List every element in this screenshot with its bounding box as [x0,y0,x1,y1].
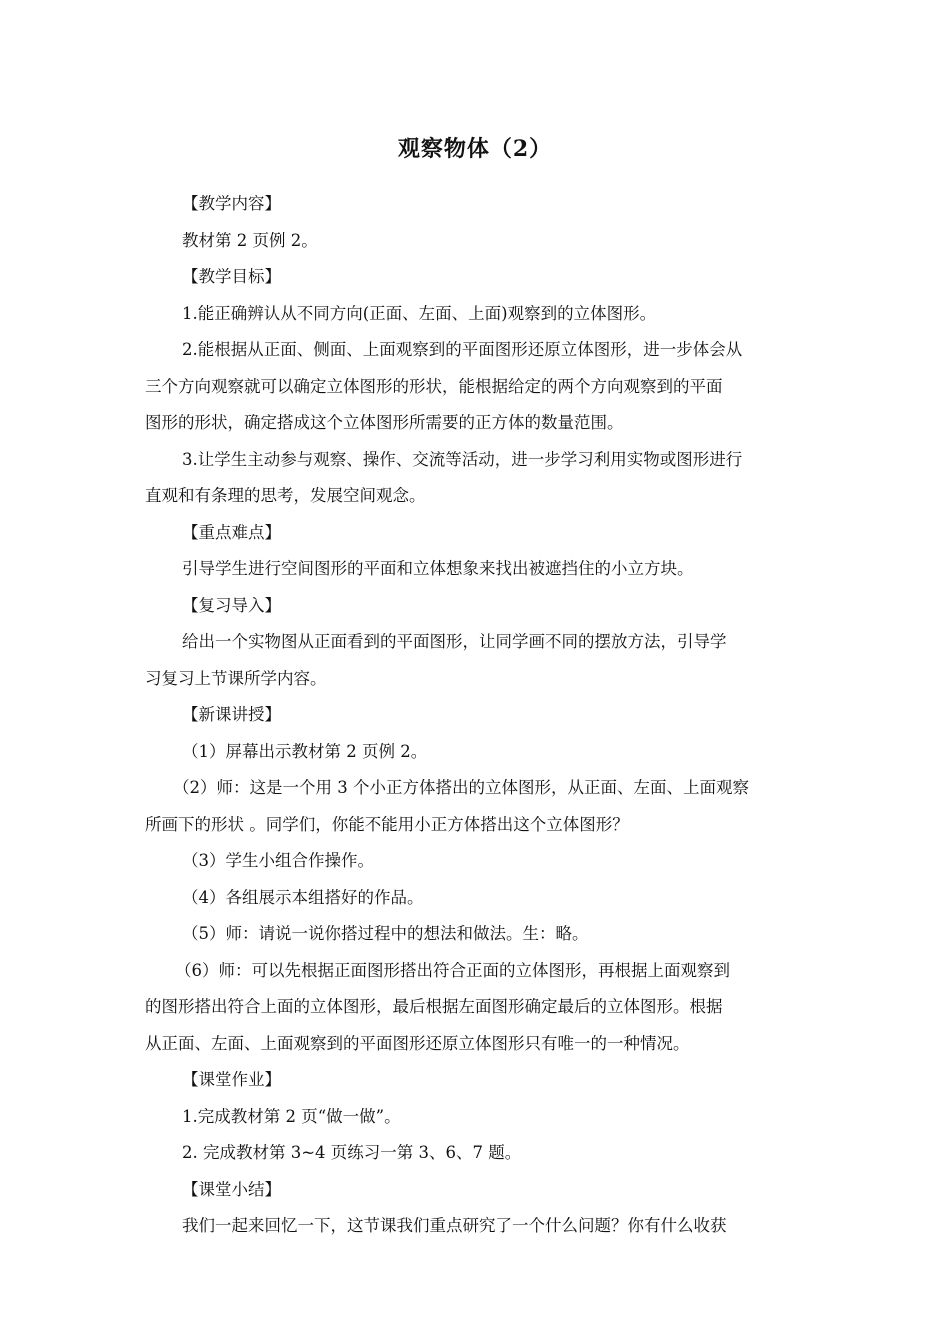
section-heading-key-points: 【重点难点】 [182,522,281,542]
step-2-line-2: 所画下的形状 。同学们，你能不能用小正方体搭出这个立体图形？ [145,814,629,834]
goal-3-line-1: 3.让学生主动参与观察、操作、交流等活动，进一步学习利用实物或图形进行 [182,449,743,469]
goal-2-line-2: 三个方向观察就可以确定立体图形的形状，能根据给定的两个方向观察到的平面 [145,376,723,396]
homework-2: 2. 完成教材第 3~4 页练习一第 3、6、7 题。 [182,1143,522,1162]
step-6-line-1: （6）师：可以先根据正面图形搭出符合正面的立体图形，再根据上面观察到 [175,960,730,980]
step-3: （3）学生小组合作操作。 [182,851,374,870]
content-text: 教材第 2 页例 2。 [182,230,318,250]
goal-2-line-1: 2.能根据从正面、侧面、上面观察到的平面图形还原立体图形，进一步体会从 [182,340,743,359]
summary-line-1: 我们一起来回忆一下，这节课我们重点研究了一个什么问题？你有什么收获 [182,1216,727,1235]
section-heading-summary: 【课堂小结】 [182,1179,281,1199]
section-heading-content: 【教学内容】 [182,194,281,213]
step-4: （4）各组展示本组搭好的作品。 [182,887,424,907]
section-heading-goals: 【教学目标】 [182,267,281,286]
review-line-1: 给出一个实物图从正面看到的平面图形，让同学画不同的摆放方法，引导学 [182,632,727,651]
document-body [145,186,810,1245]
step-5: （5）师：请说一说你搭过程中的想法和做法。生：略。 [182,924,589,943]
step-6-line-2: 的图形搭出符合上面的立体图形，最后根据左面图形确定最后的立体图形。根据 [145,997,723,1016]
section-heading-homework: 【课堂作业】 [182,1070,281,1089]
goal-2-line-3: 图形的形状，确定搭成这个立体图形所需要的正方体的数量范围。 [145,413,624,432]
step-1: （1）屏幕出示教材第 2 页例 2。 [182,741,428,761]
step-6-line-3: 从正面、左面、上面观察到的平面图形还原立体图形只有唯一的一种情况。 [145,1033,690,1053]
section-heading-new-lesson: 【新课讲授】 [182,705,281,724]
goal-1: 1.能正确辨认从不同方向(正面、左面、上面)观察到的立体图形。 [182,303,657,323]
key-points-text: 引导学生进行空间图形的平面和立体想象来找出被遮挡住的小立方块。 [182,559,694,578]
section-heading-review: 【复习导入】 [182,595,281,615]
step-2-line-1: （2）师：这是一个用 3 个小正方体搭出的立体图形，从正面、左面、上面观察 [173,778,749,797]
homework-1: 1.完成教材第 2 页“做一做”。 [182,1106,401,1126]
page-title: 观察物体（2） [397,136,553,162]
goal-3-line-2: 直观和有条理的思考，发展空间观念。 [145,486,426,505]
review-line-2: 习复习上节课所学内容。 [145,668,327,688]
